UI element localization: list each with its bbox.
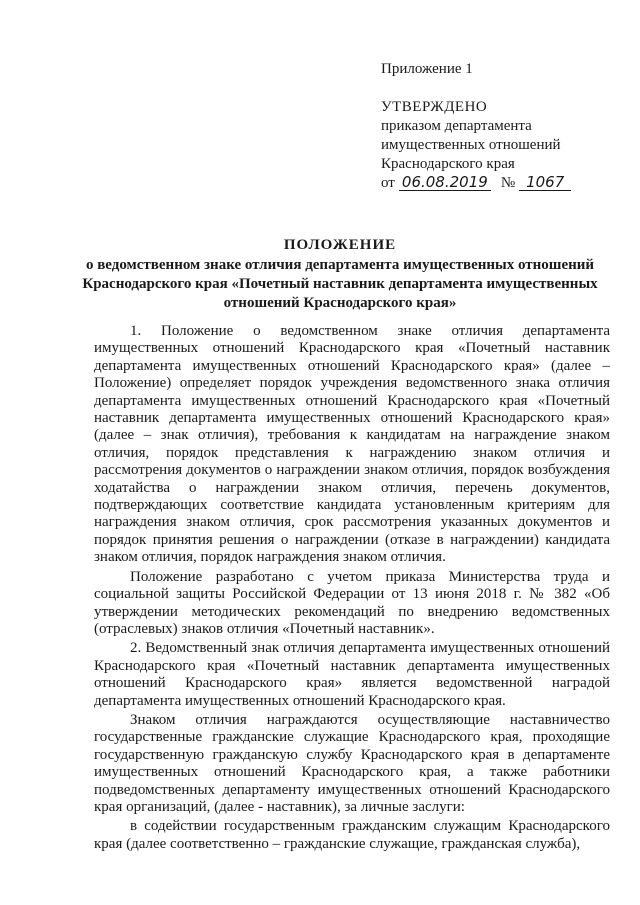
document-body (94, 323, 610, 853)
approved-label: УТВЕРЖДЕНО (381, 99, 488, 115)
paragraph: 2. Ведомственный знак отличия департамента имущественных отношений Краснодарского края «Почетный наставник департамента имущественных отношений Краснодарского края» является ведомственной наградой департамента имущественных отношений Краснодарского края. (94, 640, 610, 709)
handwritten-number: 1067 (519, 175, 571, 191)
handwritten-date: 06.08.2019 (399, 175, 491, 191)
number-sign: № (500, 175, 516, 191)
approval-line-2: имущественных отношений (381, 137, 561, 153)
document-title (60, 236, 620, 313)
paragraph: в содействии государственным гражданским служащим Краснодарского края (далее соответственно – гражданские служащие, гражданская служба), (94, 818, 610, 852)
approval-date-line (381, 174, 621, 193)
paragraph: Знаком отличия награждаются осуществляющие наставничество государственные гражданские служащие Краснодарского края, проходящие государственную гражданскую службу Краснодарского края в департаменте имущественных отношений Краснодарского края, а также работники подведомственных департаменту имущественных отношений Краснодарского края организаций, (далее - наставник), за личные заслуги: (94, 711, 610, 815)
approval-block (381, 60, 621, 193)
title-subtitle: о ведомственном знаке отличия департамента имущественных отношений Краснодарского края «Почетный наставник департамента имущественных отношений Краснодарского края» (82, 257, 598, 311)
paragraph: Положение разработано с учетом приказа Министерства труда и социальной защиты Российской Федерации от 13 июня 2018 г. № 382 «Об утверждении методических рекомендаций по внедрению ведомственных (отраслевых) знаков отличия «Почетный наставник». (94, 568, 610, 637)
date-prefix: от (381, 175, 395, 191)
title-main: ПОЛОЖЕНИЕ (283, 237, 397, 253)
annex-label: Приложение 1 (381, 61, 473, 77)
paragraph: 1. Положение о ведомственном знаке отличия департамента имущественных отношений Краснодарского края «Почетный наставник департамента имущественных отношений Краснодарского края» (далее – Положение) определяет порядок учреждения ведомственного знака отличия департамента имущественных отношений Краснодарского края «Почетный наставник департамента имущественных отношений Краснодарского края» (далее – знак отличия), требования к кандидатам на награждение знаком отличия, порядок представления к награждению знаком отличия и рассмотрения документов о награждении знаком отличия, порядок возбуждения ходатайства о награждении знаком отличия, перечень документов, подтверждающих соответствие кандидата установленным критериям для награждения знаком отличия, срок рассмотрения указанных документов и порядок принятия решения о награждении (отказе в награждении) кандидата знаком отличия, порядок награждения знаком отличия. (94, 323, 610, 566)
approval-line-1: приказом департамента (381, 118, 532, 134)
approval-line-3: Краснодарского края (381, 156, 515, 172)
